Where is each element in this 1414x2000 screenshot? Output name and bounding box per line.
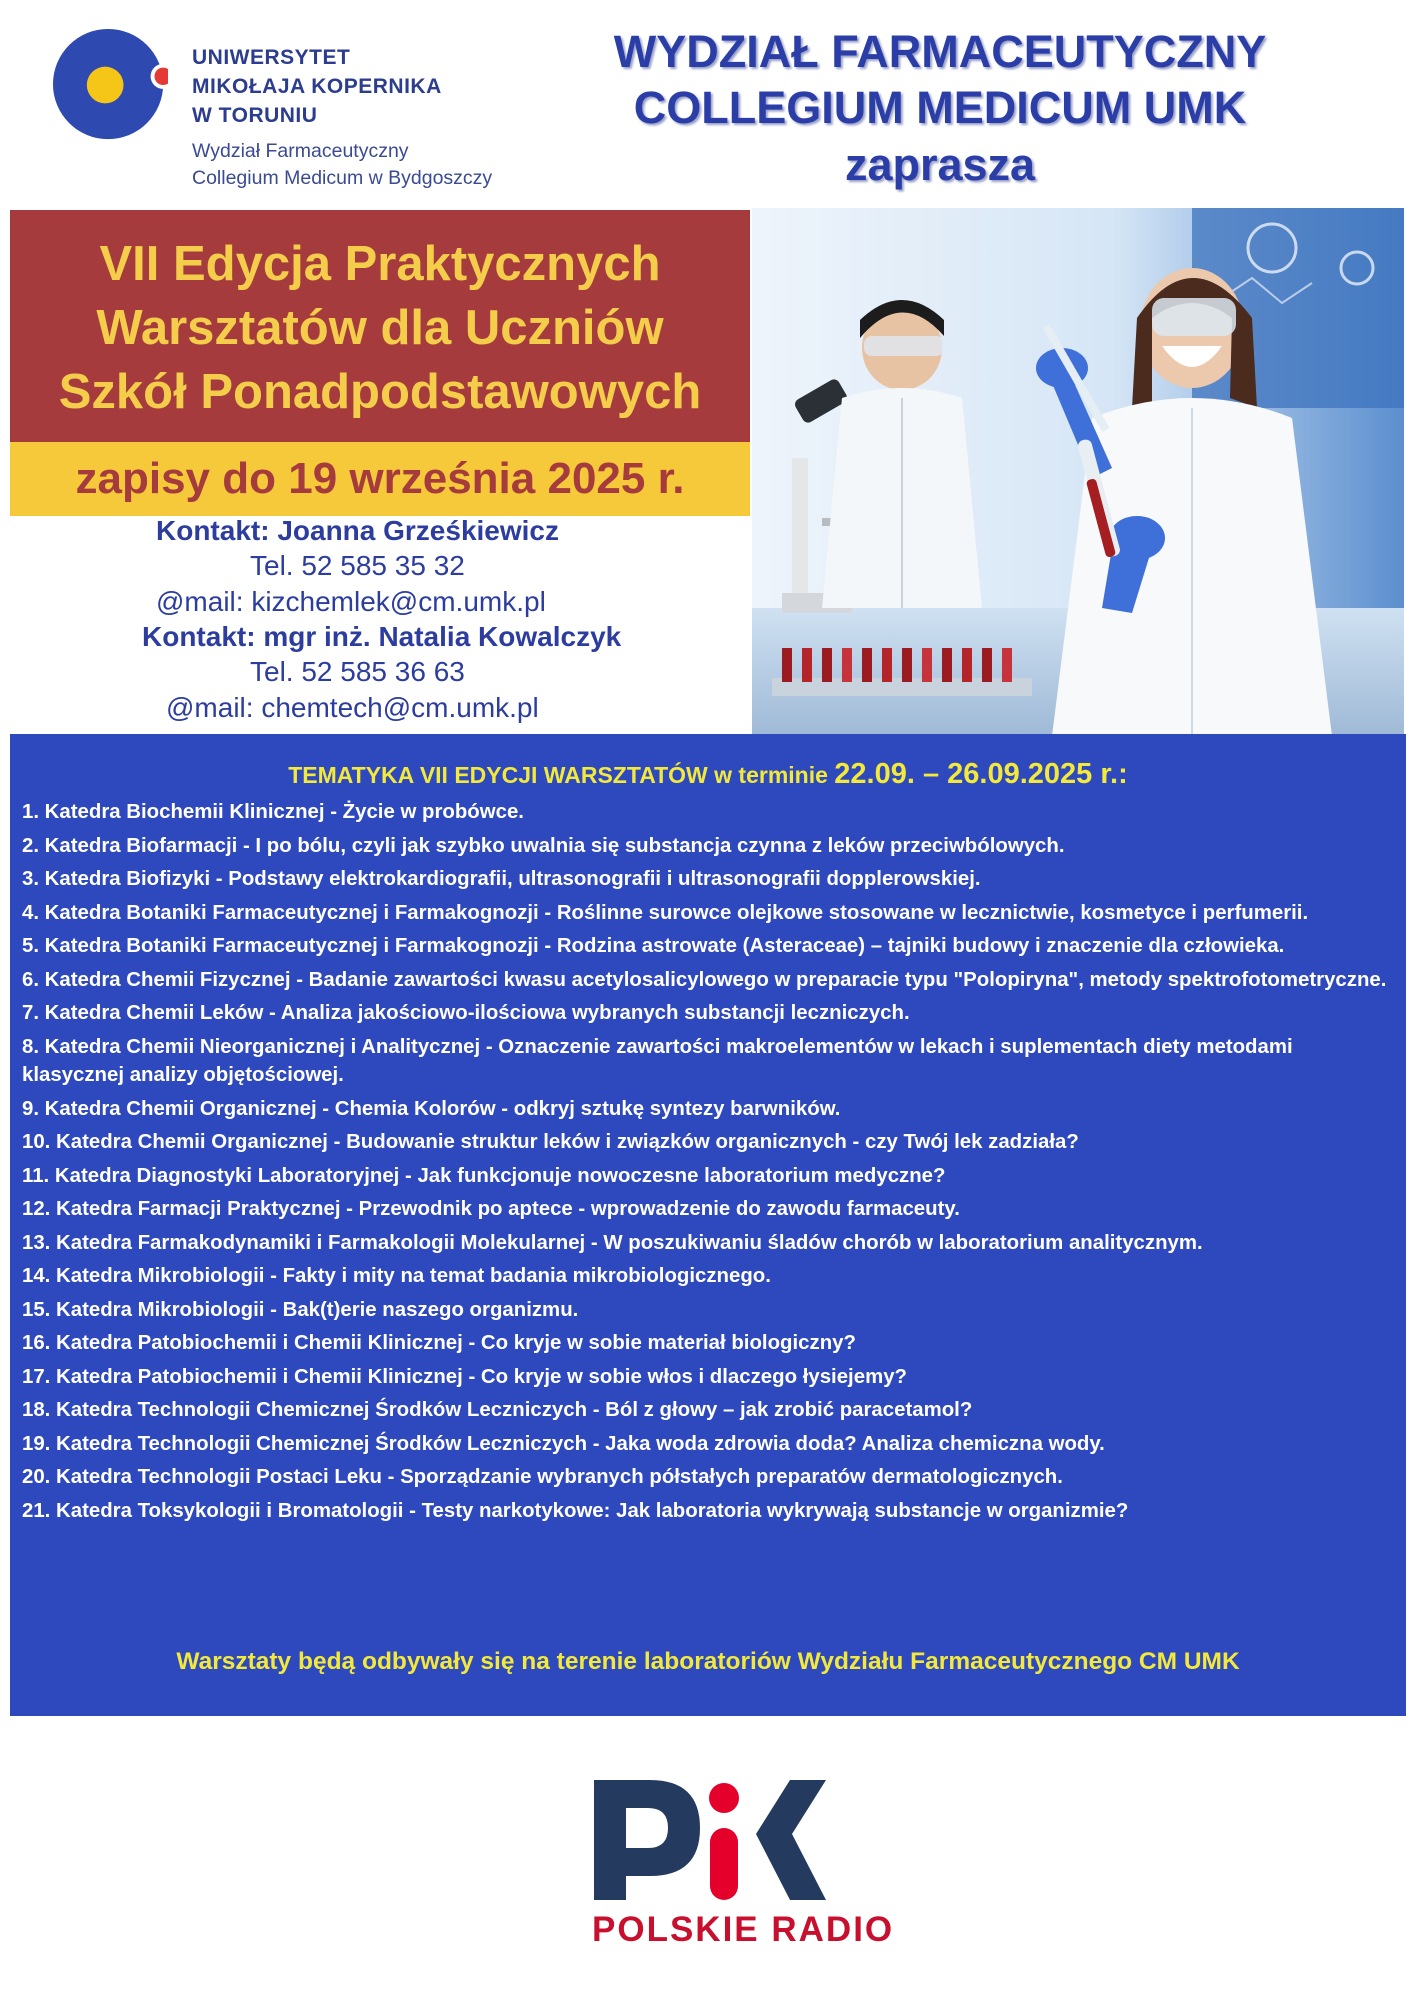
topic-item: 6. Katedra Chemii Fizycznej - Badanie zawartości kwasu acetylosalicylowego w preparacie typu "Polopiryna", metody spektrofotometryczne. [22, 968, 1387, 991]
university-name-line: W TORUNIU [192, 104, 318, 127]
pik-logo-mark-icon [590, 1760, 850, 1910]
topic-item: 17. Katedra Patobiochemii i Chemii Klinicznej - Co kryje w sobie włos i dlaczego łysiejemy? [22, 1365, 907, 1388]
topic-item: 11. Katedra Diagnostyki Laboratoryjnej - Jak funkcjonuje nowoczesne laboratorium medyczne? [22, 1164, 946, 1187]
topic-item: 10. Katedra Chemii Organicznej - Budowanie struktur leków i związków organicznych - czy Twój lek zadziała? [22, 1131, 1079, 1153]
topic-item: 7. Katedra Chemii Leków - Analiza jakościowo-ilościowa wybranych substancji leczniczych. [22, 1002, 910, 1024]
topic-item: 5. Katedra Botaniki Farmaceutycznej i Farmakognozji - Rodzina astrowate (Asteraceae) – tajniki budowy i znaczenie dla człowieka. [22, 935, 1285, 957]
contact-2-name: Kontakt: mgr inż. Natalia Kowalczyk [142, 621, 622, 652]
topics-heading-dates: 22.09. – 26.09.2025 r.: [834, 758, 1128, 790]
registration-deadline-bar [10, 442, 750, 516]
topics-list [22, 798, 1388, 1530]
topic-item: 3. Katedra Biofizyki - Podstawy elektrokardiografii, ultrasonografii i ultrasonografii dopplerowskiej. [22, 868, 981, 890]
university-logo [52, 28, 532, 198]
contact-1-email[interactable]: @mail: kizchemlek@cm.umk.pl [156, 586, 546, 617]
topic-item: 4. Katedra Botaniki Farmaceutycznej i Farmakognozji - Roślinne surowce olejkowe stosowane w lecznictwie, kosmetyce i perfumerii. [22, 901, 1309, 924]
workshop-topics-panel [10, 734, 1406, 1716]
topic-item: 12. Katedra Farmacji Praktycznej - Przewodnik po aptece - wprowadzenie do zawodu farmaceuty. [22, 1198, 960, 1220]
polskie-radio-name: POLSKIE RADIO [592, 1910, 895, 1949]
lab-photo-illustration [752, 208, 1404, 736]
header-faculty: WYDZIAŁ FARMACEUTYCZNY [613, 26, 1267, 77]
event-title [10, 232, 750, 424]
faculty-name-line: Wydział Farmaceutyczny [192, 140, 409, 162]
topic-item: 21. Katedra Toksykologii i Bromatologii - Testy narkotykowe: Jak laboratoria wykrywają substancje w organizmie? [22, 1499, 1129, 1522]
faculty-name [192, 138, 492, 192]
university-emblem-icon [52, 28, 168, 144]
topics-heading-label: TEMATYKA VII EDYCJI WARSZTATÓW w terminie [288, 762, 835, 788]
topic-item: 13. Katedra Farmakodynamiki i Farmakologii Molekularnej - W poszukiwaniu śladów chorób w laboratorium analitycznym. [22, 1231, 1203, 1254]
event-title-line: Warsztatów dla Uczniów [96, 301, 664, 355]
contact-2-email[interactable]: @mail: chemtech@cm.umk.pl [166, 692, 539, 723]
registration-deadline: zapisy do 19 września 2025 r. [75, 454, 685, 503]
topic-item: 2. Katedra Biofarmacji - I po bólu, czyli jak szybko uwalnia się substancja czynna z leków przeciwbólowych. [22, 834, 1065, 857]
topic-item: 14. Katedra Mikrobiologii - Fakty i mity na temat badania mikrobiologicznego. [22, 1265, 771, 1287]
event-title-box [10, 210, 750, 442]
topic-item: 18. Katedra Technologii Chemicznej Środków Leczniczych - Ból z głowy – jak zrobić paracetamol? [22, 1399, 973, 1421]
header-invite: zaprasza [844, 139, 1036, 190]
contact-2-phone[interactable]: Tel. 52 585 36 63 [250, 656, 465, 687]
contact-1-name: Kontakt: Joanna Grześkiewicz [156, 515, 560, 546]
workshop-location-note: Warsztaty będą odbywały się na terenie laboratoriów Wydziału Farmaceutycznego CM UMK [176, 1648, 1240, 1675]
event-title-line: VII Edycja Praktycznych [99, 237, 661, 291]
topic-item: 19. Katedra Technologii Chemicznej Środków Leczniczych - Jaka woda zdrowia doda? Analiza chemiczna wody. [22, 1432, 1105, 1455]
topic-item: 16. Katedra Patobiochemii i Chemii Klinicznej - Co kryje w sobie materiał biologiczny? [22, 1332, 856, 1354]
university-name [192, 43, 442, 130]
polskie-radio-pik-logo [590, 1760, 895, 1970]
topic-item: 15. Katedra Mikrobiologii - Bak(t)erie naszego organizmu. [22, 1298, 579, 1321]
event-title-line: Szkół Ponadpodstawowych [58, 365, 702, 419]
page-header [540, 24, 1340, 194]
contact-1-phone[interactable]: Tel. 52 585 35 32 [250, 550, 465, 581]
lab-scientists-photo [752, 208, 1404, 736]
topics-heading [10, 758, 1406, 791]
university-name-line: UNIWERSYTET [192, 46, 351, 69]
topic-item: 8. Katedra Chemii Nieorganicznej i Analitycznej - Oznaczenie zawartości makroelementów w lekach i suplementach diety metodami klasycznej analizy objętościowej. [22, 1035, 1293, 1086]
faculty-name-line: Collegium Medicum w Bydgoszczy [192, 167, 493, 189]
topic-item: 9. Katedra Chemii Organicznej - Chemia Kolorów - odkryj sztukę syntezy barwników. [22, 1097, 841, 1120]
header-collegium: COLLEGIUM MEDICUM UMK [633, 82, 1247, 133]
topic-item: 20. Katedra Technologii Postaci Leku - Sporządzanie wybranych półstałych preparatów dermatologicznych. [22, 1466, 1063, 1488]
topic-item: 1. Katedra Biochemii Klinicznej - Życie w probówce. [22, 801, 524, 823]
university-name-line: MIKOŁAJA KOPERNIKA [192, 75, 442, 98]
